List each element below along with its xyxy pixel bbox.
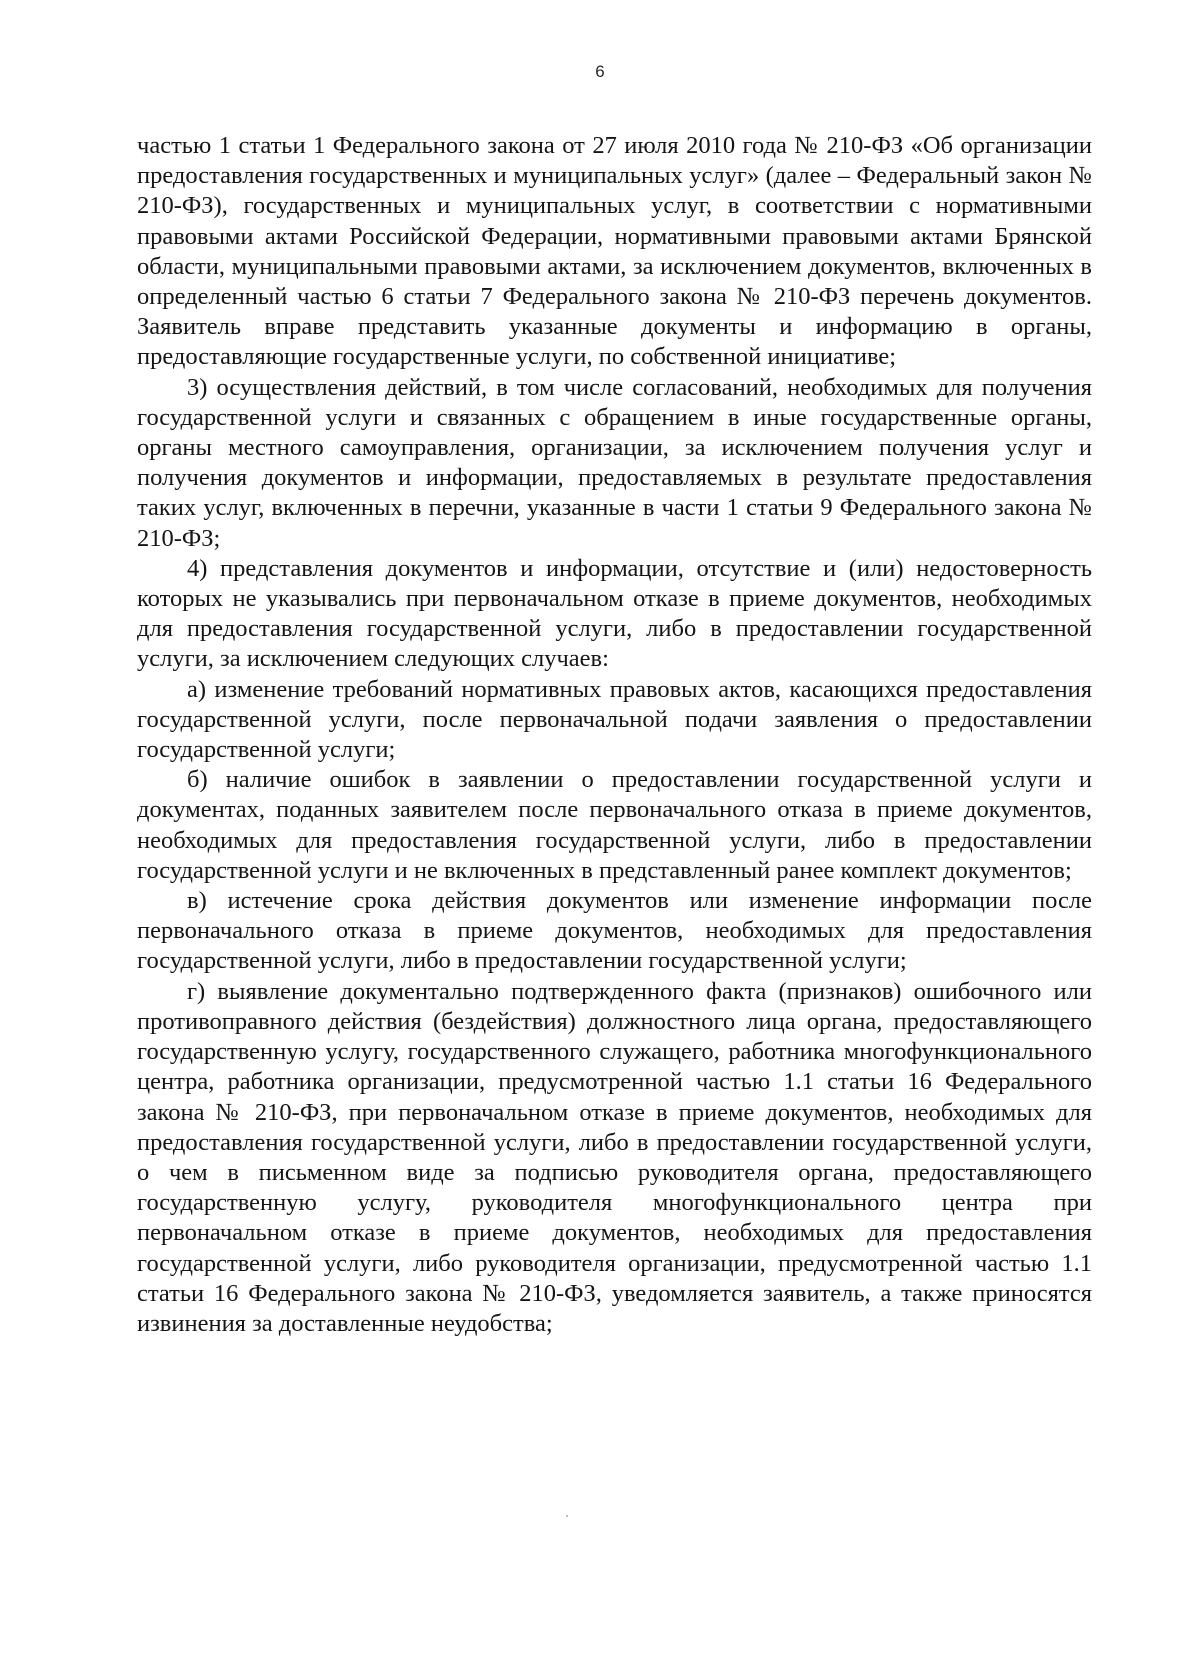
- paragraph-continuation: частью 1 статьи 1 Федерального закона от 27 июля 2010 года № 210-ФЗ «Об организации предоставления государственных и муниципальных услуг» (далее – Федеральный закон № 210-ФЗ), государственных и муниципальных услуг, в соответствии с нормативными правовыми актами Российской Федерации, нормативными правовыми актами Брянской области, муниципальными правовыми актами, за исключением документов, включенных в определенный частью 6 статьи 7 Федерального закона № 210-ФЗ перечень документов. Заявитель вправе представить указанные документы и информацию в органы, предоставляющие государственные услуги, по собственной инициативе;: [137, 132, 1092, 371]
- paragraph-item-4: 4) представления документов и информации, отсутствие и (или) недостоверность которых не указывались при первоначальном отказе в приеме документов, необходимых для предоставления государственной услуги, либо в предоставлении государственной услуги, за исключением следующих случаев:: [137, 554, 1092, 673]
- page-number: 6: [595, 62, 605, 81]
- paragraph-subitem-b: б) наличие ошибок в заявлении о предоставлении государственной услуги и документах, поданных заявителем после первоначального отказа в приеме документов, необходимых для предоставления государственной услуги, либо в предоставлении государственной услуги и не включенных в представленный ранее комплект документов;: [137, 766, 1092, 884]
- paragraph-subitem-v: в) истечение срока действия документов или изменение информации после первоначального отказа в приеме документов, необходимых для предоставления государственной услуги, либо в предоставлении государственной услуги;: [137, 887, 1092, 975]
- paragraph-subitem-a: а) изменение требований нормативных правовых актов, касающихся предоставления государственной услуги, после первоначальной подачи заявления о предоставлении государственной услуги;: [137, 675, 1092, 764]
- paragraph-item-3: 3) осуществления действий, в том числе согласований, необходимых для получения государственной услуги и связанных с обращением в иные государственные органы, органы местного самоуправления, организации, за исключением получения услуг и получения документов и информации, предоставляемых в результате предоставления таких услуг, включенных в перечни, указанные в части 1 статьи 9 Федерального закона № 210-ФЗ;: [137, 373, 1092, 552]
- scan-speck: [566, 1515, 568, 1517]
- paragraph-subitem-g: г) выявление документально подтвержденного факта (признаков) ошибочного или противоправного действия (бездействия) должностного лица органа, предоставляющего государственную услугу, государственного служащего, работника многофункционального центра, работника организации, предусмотренной частью 1.1 статьи 16 Федерального закона № 210-ФЗ, при первоначальном отказе в приеме документов, необходимых для предоставления государственной услуги, либо в предоставлении государственной услуги, о чем в письменном виде за подписью руководителя органа, предоставляющего государственную услугу, руководителя многофункционального центра при первоначальном отказе в приеме документов, необходимых для предоставления государственной услуги, либо руководителя организации, предусмотренной частью 1.1 статьи 16 Федерального закона № 210-ФЗ, уведомляется заявитель, а также приносятся извинения за доставленные неудобства;: [137, 977, 1092, 1337]
- document-body: [137, 131, 1092, 1339]
